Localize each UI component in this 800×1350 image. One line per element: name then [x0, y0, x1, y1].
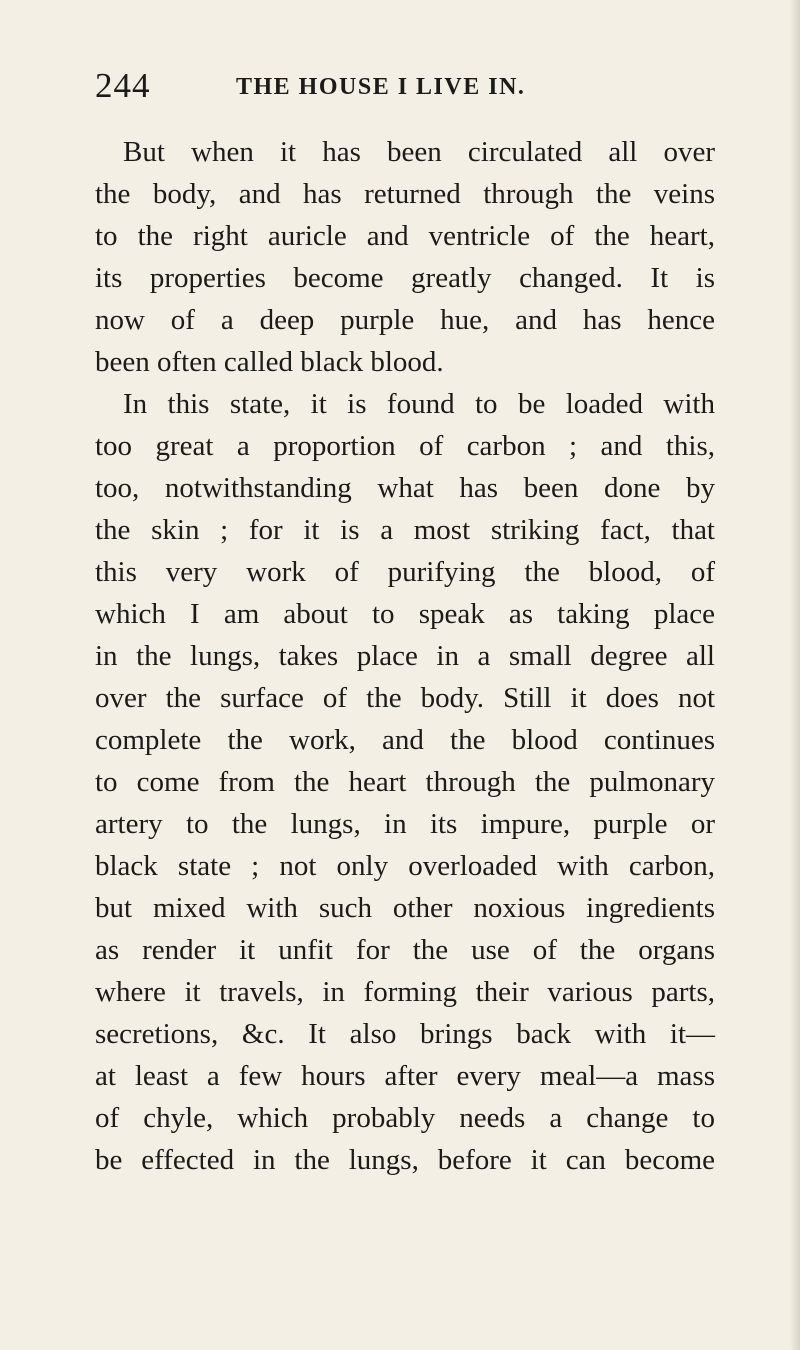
- text-line: now of a deep purple hue, and has hence: [95, 304, 715, 336]
- text-line: In this state, it is found to be loaded with: [123, 388, 715, 420]
- text-line: to come from the heart through the pulmonary: [95, 766, 715, 798]
- text-line: complete the work, and the blood continues: [95, 724, 715, 756]
- running-head: THE HOUSE I LIVE IN.: [236, 74, 526, 100]
- text-line: black state ; not only overloaded with carbon,: [95, 850, 715, 882]
- text-line: too great a proportion of carbon ; and this,: [95, 430, 715, 462]
- text-line: But when it has been circulated all over: [123, 136, 715, 168]
- page-header: [95, 66, 575, 106]
- text-line: over the surface of the body. Still it does not: [95, 682, 715, 714]
- text-line: at least a few hours after every meal—a mass: [95, 1060, 715, 1092]
- page-number: 244: [95, 66, 151, 105]
- page-edge-shadow: [790, 0, 800, 1350]
- text-line: but mixed with such other noxious ingredients: [95, 892, 715, 924]
- text-line: as render it unfit for the use of the organs: [95, 934, 715, 966]
- text-line: artery to the lungs, in its impure, purple or: [95, 808, 715, 840]
- text-line: the body, and has returned through the veins: [95, 178, 715, 210]
- text-line: be effected in the lungs, before it can become: [95, 1144, 715, 1176]
- text-line: where it travels, in forming their various parts,: [95, 976, 715, 1008]
- text-line: of chyle, which probably needs a change to: [95, 1102, 715, 1134]
- text-line: this very work of purifying the blood, of: [95, 556, 715, 588]
- text-line: the skin ; for it is a most striking fact, that: [95, 514, 715, 546]
- text-line: to the right auricle and ventricle of the heart,: [95, 220, 715, 252]
- body-text: [95, 131, 715, 1181]
- text-line: its properties become greatly changed. It is: [95, 262, 715, 294]
- text-line: been often called black blood.: [95, 346, 444, 378]
- text-line: secretions, &c. It also brings back with it—: [95, 1018, 715, 1050]
- text-line: in the lungs, takes place in a small degree all: [95, 640, 715, 672]
- text-line: which I am about to speak as taking place: [95, 598, 715, 630]
- text-line: too, notwithstanding what has been done by: [95, 472, 715, 504]
